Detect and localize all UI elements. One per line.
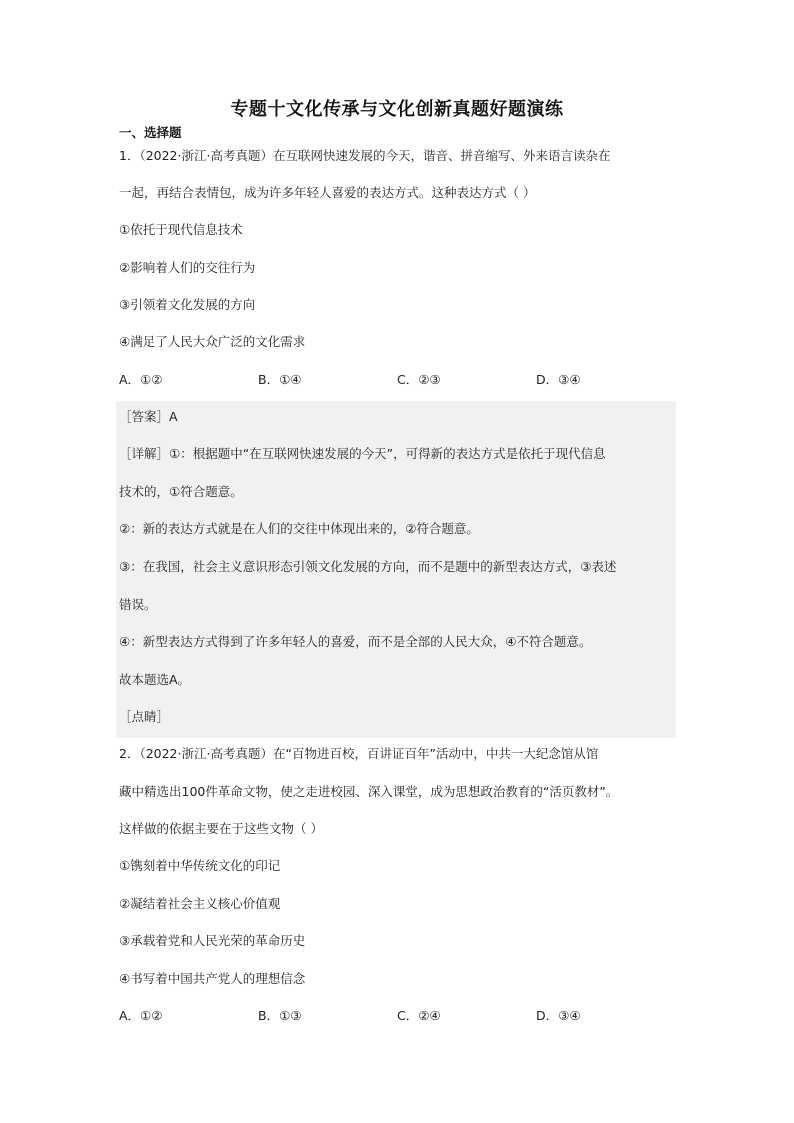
q1-detail-line-6: ④：新型表达方式得到了许多年轻人的喜爱，而不是全部的人民大众，④不符合题意。 <box>119 634 592 649</box>
q2-stem-line-2: 藏中精选出100件革命文物，使之走进校园、深入课堂，成为思想政治教育的“活页教材”。 <box>119 784 619 799</box>
q1-detail-line-5: 错误。 <box>119 597 157 612</box>
q1-detail-line-1: ［详解］①：根据题中“在互联网快速发展的今天”，可得新的表达方式是依托于现代信息 <box>119 446 606 461</box>
q1-item-3: ③引领着文化发展的方向 <box>119 297 256 312</box>
q2-option-a: A．①② <box>119 1008 163 1023</box>
q2-option-c: C．②④ <box>397 1008 441 1023</box>
q1-item-4: ④满足了人民大众广泛的文化需求 <box>119 334 306 349</box>
q1-comment: ［点睛］ <box>119 709 170 724</box>
q2-option-d: D．③④ <box>536 1008 581 1023</box>
q1-detail-line-3: ②：新的表达方式就是在人们的交往中体现出来的，②符合题意。 <box>119 521 479 536</box>
q1-answer: ［答案］A <box>119 409 178 424</box>
q1-option-a: A．①② <box>119 372 163 387</box>
document-title: 专题十文化传承与文化创新真题好题演练 <box>230 99 564 120</box>
q2-stem-line-1: 2．（2022·浙江·高考真题）在“百物进百校，百讲证百年”活动中，中共一大纪念馆从馆 <box>119 746 599 761</box>
q2-stem-line-3: 这样做的依据主要在于这些文物（ ） <box>119 821 323 836</box>
q2-item-2: ②凝结着社会主义核心价值观 <box>119 896 281 911</box>
q1-detail-line-2: 技术的，①符合题意。 <box>119 484 243 499</box>
q2-item-4: ④书写着中国共产党人的理想信念 <box>119 971 306 986</box>
section-heading: 一、选择题 <box>119 125 182 140</box>
q1-option-d: D．③④ <box>536 372 581 387</box>
q1-detail-line-4: ③：在我国，社会主义意识形态引领文化发展的方向，而不是题中的新型表达方式，③表述 <box>119 559 617 574</box>
q1-option-c: C．②③ <box>397 372 441 387</box>
q1-item-1: ①依托于现代信息技术 <box>119 222 243 237</box>
q2-option-b: B．①③ <box>258 1008 302 1023</box>
q1-stem-line-1: 1．（2022·浙江·高考真题）在互联网快速发展的今天，谐音、拼音缩写、外来语言读杂在 <box>119 148 611 163</box>
q1-item-2: ②影响着人们的交往行为 <box>119 260 256 275</box>
q1-option-b: B．①④ <box>258 372 302 387</box>
q1-conclusion: 故本题选A。 <box>119 672 191 687</box>
q2-item-1: ①镌刻着中华传统文化的印记 <box>119 858 281 873</box>
q2-item-3: ③承载着党和人民光荣的革命历史 <box>119 933 306 948</box>
q1-stem-line-2: 一起，再结合表情包，成为许多年轻人喜爱的表达方式。这种表达方式（ ） <box>119 185 536 200</box>
